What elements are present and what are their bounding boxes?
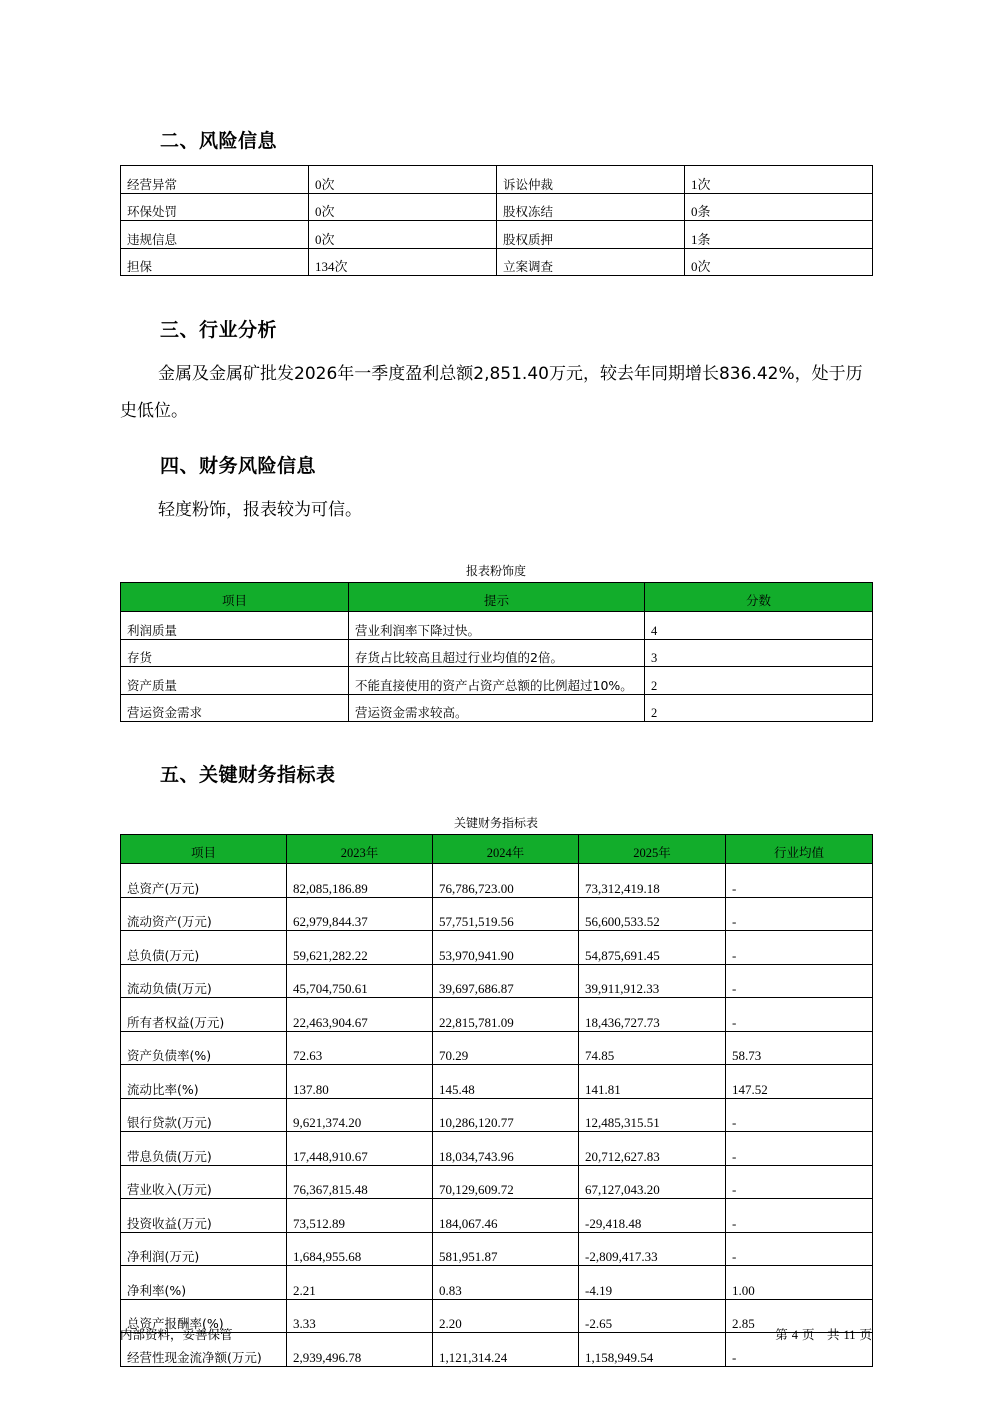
fin-2024: 184,067.46 [433,1199,579,1233]
whitewash-hint: 不能直接使用的资产占资产总额的比例超过10%。 [349,667,645,695]
table-row [121,1165,873,1199]
fin-2023: 73,512.89 [287,1199,433,1233]
fin-item: 总负债(万元) [121,931,287,965]
whitewash-score: 4 [645,612,873,640]
fin-2023: 62,979,844.37 [287,897,433,931]
fin-item: 流动负债(万元) [121,964,287,998]
table-row [121,1333,873,1367]
fin-2024: 39,697,686.87 [433,964,579,998]
table-row [121,166,873,194]
fin-industry-avg: - [726,1132,873,1166]
fin-industry-avg: 58.73 [726,1031,873,1065]
fin-2024: 2.20 [433,1299,579,1333]
fin-2024: 145.48 [433,1065,579,1099]
fin-item: 总资产报酬率(%) [121,1299,287,1333]
risk-info-table [120,165,873,276]
whitewash-item: 营运资金需求 [121,694,349,722]
risk-label: 立案调查 [497,248,685,276]
fin-industry-avg: - [726,864,873,898]
industry-analysis-text: 金属及金属矿批发2026年一季度盈利总额2,851.40万元，较去年同期增长836.42%，处于历史低位。 [120,364,863,421]
whitewash-table [120,582,873,722]
fin-item: 投资收益(万元) [121,1199,287,1233]
risk-value: 0次 [685,248,873,276]
fin-2024: 0.83 [433,1266,579,1300]
whitewash-hint: 营运资金需求较高。 [349,694,645,722]
fin-item: 净利润(万元) [121,1232,287,1266]
section-title-industry: 三、行业分析 [160,319,278,341]
fin-2025: 39,911,912.33 [579,964,726,998]
table-row [121,1031,873,1065]
fin-2024: 1,121,314.24 [433,1333,579,1367]
risk-label: 经营异常 [121,166,309,194]
whitewash-hint: 存货占比较高且超过行业均值的2倍。 [349,639,645,667]
fin-item: 总资产(万元) [121,864,287,898]
fin-header-2023: 2023年 [287,835,433,864]
fin-2024: 76,786,723.00 [433,864,579,898]
fin-2023: 22,463,904.67 [287,998,433,1032]
whitewash-item: 存货 [121,639,349,667]
risk-label: 诉讼仲裁 [497,166,685,194]
risk-value: 0次 [309,166,497,194]
fin-industry-avg: - [726,897,873,931]
whitewash-hint: 营业利润率下降过快。 [349,612,645,640]
table-row [121,221,873,249]
fin-industry-avg: - [726,1165,873,1199]
table-row [121,667,873,695]
fin-2023: 9,621,374.20 [287,1098,433,1132]
fin-2024: 18,034,743.96 [433,1132,579,1166]
fin-item: 营业收入(万元) [121,1165,287,1199]
fin-2024: 581,951.87 [433,1232,579,1266]
fin-2025: 1,158,949.54 [579,1333,726,1367]
table-row [121,864,873,898]
risk-value: 134次 [309,248,497,276]
risk-value: 1条 [685,221,873,249]
fin-2023: 72.63 [287,1031,433,1065]
fin-item: 经营性现金流净额(万元) [121,1333,287,1367]
table-row [121,1132,873,1166]
risk-value: 1次 [685,166,873,194]
table-row [121,694,873,722]
whitewash-table-caption: 报表粉饰度 [465,564,526,578]
fin-industry-avg: - [726,964,873,998]
risk-label: 股权冻结 [497,193,685,221]
fin-header-2024: 2024年 [433,835,579,864]
whitewash-score: 3 [645,639,873,667]
key-financial-table [120,834,873,1367]
fin-2023: 137.80 [287,1065,433,1099]
risk-value: 0次 [309,193,497,221]
fin-item: 流动资产(万元) [121,897,287,931]
risk-value: 0条 [685,193,873,221]
fin-2025: 54,875,691.45 [579,931,726,965]
table-row [121,1065,873,1099]
table-row [121,1232,873,1266]
table-row [121,639,873,667]
fin-2023: 17,448,910.67 [287,1132,433,1166]
fin-2025: 73,312,419.18 [579,864,726,898]
fin-2023: 2.21 [287,1266,433,1300]
table-row [121,964,873,998]
fin-item: 流动比率(%) [121,1065,287,1099]
section-title-financial-risk: 四、财务风险信息 [160,455,317,477]
fin-header-industry-avg: 行业均值 [726,835,873,864]
fin-industry-avg: - [726,998,873,1032]
fin-2025: 20,712,627.83 [579,1132,726,1166]
fin-industry-avg: - [726,1232,873,1266]
fin-2023: 82,085,186.89 [287,864,433,898]
fin-2023: 59,621,282.22 [287,931,433,965]
fin-2025: 67,127,043.20 [579,1165,726,1199]
risk-label: 违规信息 [121,221,309,249]
fin-2024: 70.29 [433,1031,579,1065]
table-row [121,193,873,221]
table-row [121,248,873,276]
fin-2025: 12,485,315.51 [579,1098,726,1132]
footer-confidential-note: 内部资料，妥善保管 [120,1327,233,1342]
whitewash-score: 2 [645,694,873,722]
fin-2024: 22,815,781.09 [433,998,579,1032]
fin-2023: 3.33 [287,1299,433,1333]
fin-2025: 56,600,533.52 [579,897,726,931]
fin-item: 带息负债(万元) [121,1132,287,1166]
fin-item: 净利率(%) [121,1266,287,1300]
footer-page-number: 第 4 页 共 11 页 [775,1327,872,1342]
table-row [121,998,873,1032]
risk-value: 0次 [309,221,497,249]
whitewash-item: 利润质量 [121,612,349,640]
fin-industry-avg: - [726,931,873,965]
section-title-risk: 二、风险信息 [160,130,278,152]
fin-industry-avg: - [726,1333,873,1367]
fin-industry-avg: - [726,1199,873,1233]
fin-header-2025: 2025年 [579,835,726,864]
table-row [121,1299,873,1333]
fin-2024: 57,751,519.56 [433,897,579,931]
fin-industry-avg: 147.52 [726,1065,873,1099]
fin-2025: -2.65 [579,1299,726,1333]
risk-label: 环保处罚 [121,193,309,221]
whitewash-score: 2 [645,667,873,695]
whitewash-header-score: 分数 [645,583,873,612]
whitewash-header-item: 项目 [121,583,349,612]
table-row [121,931,873,965]
fin-industry-avg: - [726,1098,873,1132]
key-fin-table-caption: 关键财务指标表 [453,816,538,830]
risk-label: 股权质押 [497,221,685,249]
table-row [121,1199,873,1233]
table-row [121,612,873,640]
table-row [121,897,873,931]
fin-2024: 53,970,941.90 [433,931,579,965]
fin-2025: 18,436,727.73 [579,998,726,1032]
table-row [121,1266,873,1300]
fin-header-item: 项目 [121,835,287,864]
risk-label: 担保 [121,248,309,276]
whitewash-header-hint: 提示 [349,583,645,612]
fin-2023: 1,684,955.68 [287,1232,433,1266]
whitewash-item: 资产质量 [121,667,349,695]
section-title-key-financials: 五、关键财务指标表 [160,764,336,786]
fin-item: 银行贷款(万元) [121,1098,287,1132]
fin-2024: 70,129,609.72 [433,1165,579,1199]
fin-2023: 2,939,496.78 [287,1333,433,1367]
fin-industry-avg: 2.85 [726,1299,873,1333]
fin-item: 资产负债率(%) [121,1031,287,1065]
fin-industry-avg: 1.00 [726,1266,873,1300]
fin-2025: 74.85 [579,1031,726,1065]
fin-2024: 10,286,120.77 [433,1098,579,1132]
fin-2025: 141.81 [579,1065,726,1099]
fin-2023: 45,704,750.61 [287,964,433,998]
fin-2023: 76,367,815.48 [287,1165,433,1199]
fin-2025: -2,809,417.33 [579,1232,726,1266]
fin-2025: -29,418.48 [579,1199,726,1233]
fin-2025: -4.19 [579,1266,726,1300]
financial-risk-text: 轻度粉饰，报表较为可信。 [158,500,362,520]
fin-item: 所有者权益(万元) [121,998,287,1032]
table-row [121,1098,873,1132]
